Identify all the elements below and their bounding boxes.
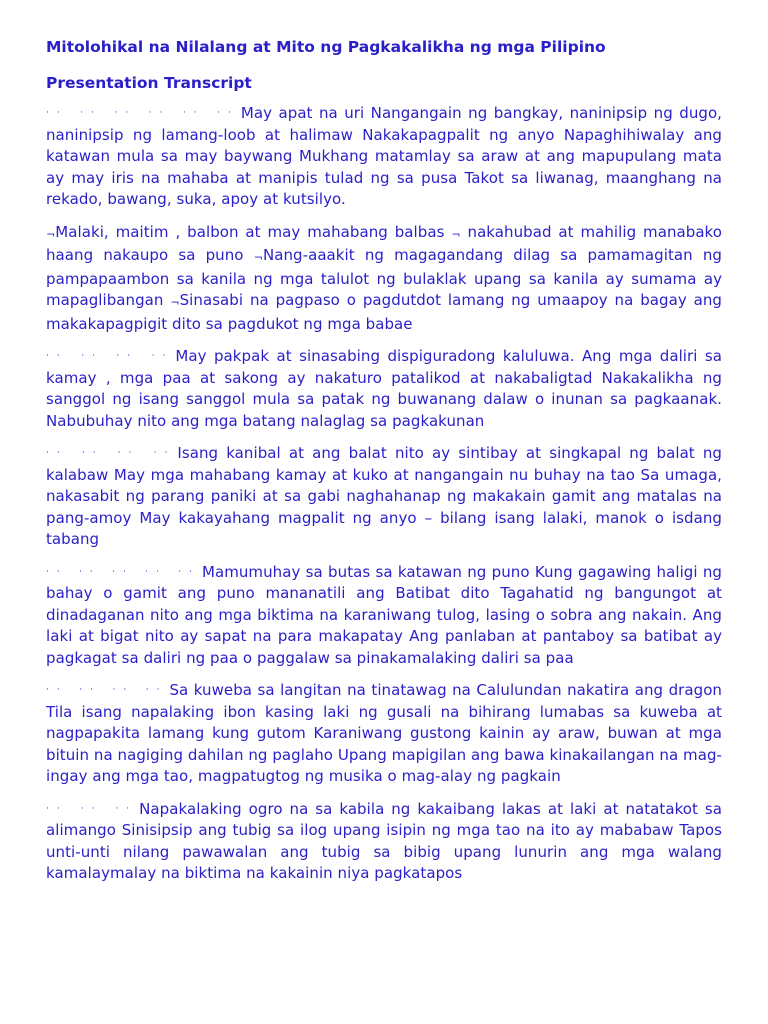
bullet-marks: ‧‧ ‧‧ ‧‧ ‧‧ <box>46 685 168 695</box>
paragraph-ogro <box>46 799 722 885</box>
bullet-marks: ‧‧ ‧‧ ‧‧ ‧‧ <box>46 448 176 458</box>
paragraph-bakunawa <box>46 680 722 788</box>
bullet-marks: ‧‧ ‧‧ ‧‧ ‧‧ ‧‧ <box>46 566 200 577</box>
bullet-symbol: ¬ <box>451 227 461 241</box>
paragraph-text: Sa kuweba sa langitan na tinatawag na Calulundan nakatira ang dragon Tila isang napalaking ibon kasing laki ng gusali na bihirang lumabas sa kuweba at nagpapakita lamang kung gutom Karaniwang gustong kainin ay araw, buwan at mga bituin na nagiging dahilan ng paglaho Upang mapigilan ang bawa kinakailangan na mag-ingay ang mga tao, magpatugtog ng musika o mag-alay ng pagkain <box>46 681 722 785</box>
document-title: Mitolohikal na Nilalang at Mito ng Pagkakalikha ng mga Pilipino <box>46 38 606 56</box>
paragraph-text: Malaki, maitim , balbon at may mahabang balbas <box>55 222 452 241</box>
paragraph-text: May apat na uri Nangangain ng bangkay, naninipsip ng dugo, naninipsip ng lamang-loob at halimaw Nakakapagpalit ng anyo Napaghihiwalay ang katawan mula sa may baywang Mukhang matamlay sa araw at ang mapupulang mata ay may iris na mahaba at manipis tulad ng sa pusa Takot sa liwanag, maanghang na rekado, bawang, suka, apoy at kutsilyo. <box>46 104 722 208</box>
paragraph-text: Napakalaking ogro na sa kabila ng kakaibang lakas at laki at natatakot sa alimango Sinisipsip ang tubig sa ilog upang isipin ng mga tao na ito ay mababaw Tapos unti-unti nilang pawawalan ang tubig sa bibig upang lunurin ang mga walang kamalaymalay na biktima na kakainin niya pagkatapos <box>46 799 723 882</box>
bullet-marks: ‧‧ ‧‧ ‧‧ <box>46 803 138 814</box>
paragraph-tiyanak <box>46 346 722 432</box>
bullet-marks: ‧‧ ‧‧ ‧‧ ‧‧ <box>46 351 174 361</box>
bullet-marks: ‧‧ ‧‧ ‧‧ ‧‧ ‧‧ ‧‧ <box>46 108 239 118</box>
paragraph-aswang <box>46 103 722 211</box>
paragraph-text: Nang-aaakit ng magagandang dilag sa pamamagitan ng pampapaambon sa kanila ng mga talulot ng bulaklak upang sa kanila ay sumama ay mapaglibangan <box>46 246 722 309</box>
paragraph-text: May pakpak at sinasabing dispiguradong kaluluwa. Ang mga daliri sa kamay , mga paa at sakong ay nakaturo patalikod at nakabaligtad Nakakalikha ng sanggol ng isang sanggol mula sa patak ng buwanang dalaw o inunan sa pagkaanak. Nabubuhay nito ang mga batang nalaglag sa pagkakunan <box>46 347 722 430</box>
paragraph-batibat <box>46 562 722 670</box>
bullet-symbol: ¬ <box>253 251 263 264</box>
paragraph-bungisngis <box>46 443 722 551</box>
paragraph-text: Mamumuhay sa butas sa katawan ng puno Kung gagawing haligi ng bahay o gamit ang puno mananatili ang Batibat dito Tagahatid ng bangungot at dinadaganan nito ang mga biktima na karaniwang tulog, lasing o sobra ang nakain. Ang laki at bigat nito ay sapat na para makapatay Ang panlaban at pantaboy sa batibat ay pagkagat sa daliri ng paa o paggalaw sa pinakamalaking daliri sa paa <box>46 562 722 667</box>
bullet-symbol: ¬ <box>46 227 56 241</box>
paragraph-text: Isang kanibal at ang balat nito ay sintibay at singkapal ng balat ng kalabaw May mga mahabang kamay at kuko at nangangain nu buhay na tao Sa umaga, nakasabit ng parang paniki at sa gabi naghahanap ng makakain gamit ang matalas na pang-amoy May kakayahang magpalit ng anyo – bilang isang lalaki, manok o isdang tabang <box>46 444 722 548</box>
paragraph-text: nakahubad at mahilig manabako haang nakaupo sa puno <box>46 222 722 264</box>
paragraph-text: Sinasabi na pagpaso o pagdutdot lamang ng umaapoy na bagay ang makakapagpigit dito sa pagdukot ng mga babae <box>46 291 722 333</box>
bullet-symbol: ¬ <box>170 296 180 309</box>
document-page <box>46 36 722 896</box>
document-subtitle: Presentation Transcript <box>46 74 252 92</box>
paragraph-kapre <box>46 222 722 336</box>
